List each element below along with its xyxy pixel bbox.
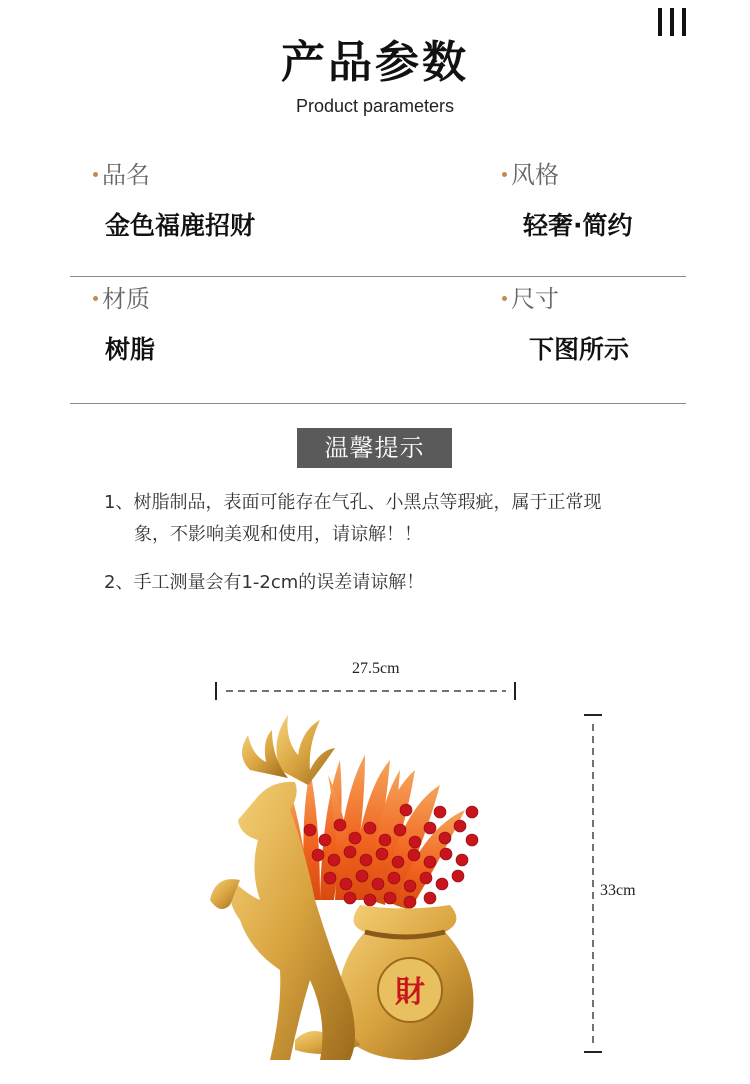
param-size: [502, 284, 629, 366]
param-material-label: 材质: [93, 284, 155, 314]
page-title: 产品参数: [281, 37, 469, 88]
bullet-dot-icon: [93, 172, 98, 177]
param-name-label: 品名: [93, 160, 255, 190]
divider: [70, 403, 686, 404]
notice-badge: 温馨提示: [297, 428, 452, 468]
height-dimension-label: 33cm: [600, 882, 636, 899]
page-subtitle: Product parameters: [295, 96, 455, 116]
bullet-dot-icon: [502, 172, 507, 177]
notice-item-1: 1、树脂制品，表面可能存在气孔、小黑点等瑕疵，属于正常现: [104, 492, 602, 513]
param-style-label: 风格: [502, 160, 633, 190]
param-size-value: 下图所示: [529, 335, 630, 364]
deer-vase-product-image: [210, 700, 530, 1070]
param-style-value: 轻奢·简约: [523, 211, 633, 240]
notice-item-2: 2、手工测量会有1-2cm的误差请谅解！: [104, 572, 425, 593]
param-material-value: 树脂: [105, 335, 156, 364]
divider: [70, 276, 686, 277]
param-material: [93, 284, 155, 366]
svg-text:財: 財: [395, 975, 425, 1010]
notice-list: [104, 490, 664, 596]
param-style: [502, 160, 633, 242]
notice-item-1-continued: 象，不影响美观和使用，请谅解！！: [134, 524, 422, 545]
param-name: [93, 160, 255, 242]
param-name-value: 金色福鹿招财: [105, 211, 256, 240]
width-dimension-label: 27.5cm: [352, 660, 400, 677]
param-size-label: 尺寸: [502, 284, 629, 314]
bullet-dot-icon: [502, 296, 507, 301]
bullet-dot-icon: [93, 296, 98, 301]
